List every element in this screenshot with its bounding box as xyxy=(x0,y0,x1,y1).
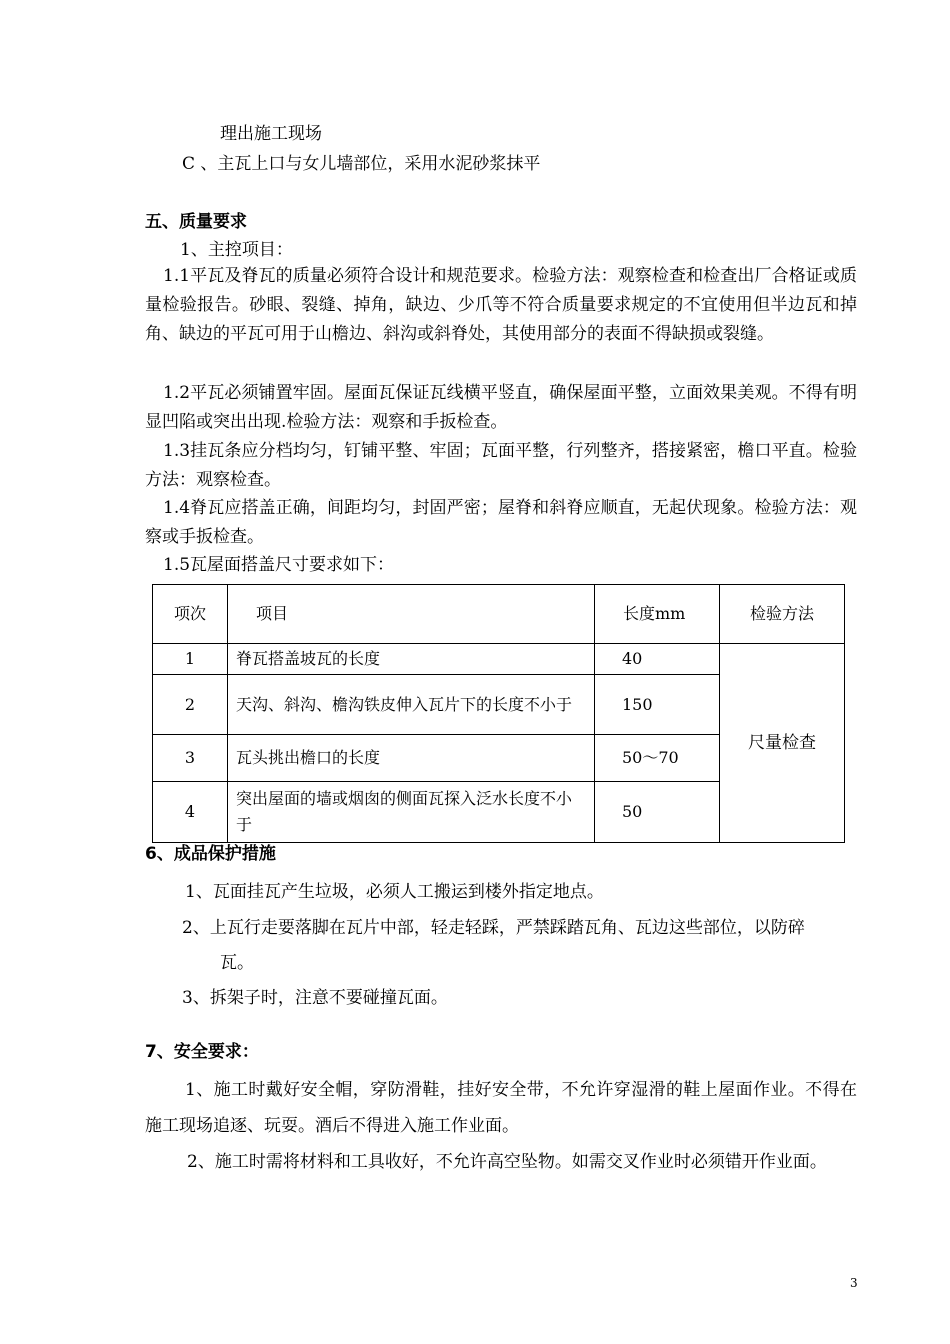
row-length: 40 xyxy=(595,644,720,675)
row-no: 3 xyxy=(153,735,228,782)
paragraph-1-3: 1.3挂瓦条应分档均匀，钉铺平整、牢固；瓦面平整，行列整齐，搭接紧密，檐口平直。检验方法：观察检查。 xyxy=(145,441,857,490)
section-6-item-1: 1、瓦面挂瓦产生垃圾，必须人工搬运到楼外指定地点。 xyxy=(185,882,604,902)
section-5-title: 五、质量要求 xyxy=(145,212,247,232)
section-7-item-2: 2、施工时需将材料和工具收好，不允许高空坠物。如需交叉作业时必须错开作业面。 xyxy=(187,1152,827,1172)
row-item: 突出屋面的墙或烟囱的侧面瓦探入泛水长度不小于 xyxy=(228,782,595,843)
section-6-item-3: 3、拆架子时，注意不要碰撞瓦面。 xyxy=(182,988,448,1008)
paragraph-1-1: 1.1平瓦及脊瓦的质量必须符合设计和规范要求。检验方法：观察检查和检查出厂合格证或质量检验报告。砂眼、裂缝、掉角，缺边、少爪等不符合质量要求规定的不宜使用但半边瓦和掉角、缺边的平瓦可用于山檐边、斜沟或斜脊处，其使用部分的表面不得缺损或裂缝。 xyxy=(145,266,857,344)
intro-line-1: 理出施工现场 xyxy=(220,124,322,144)
row-item: 天沟、斜沟、檐沟铁皮伸入瓦片下的长度不小于 xyxy=(228,675,595,735)
section-7-title: 7、安全要求： xyxy=(145,1042,259,1062)
overlap-size-table xyxy=(152,584,845,843)
row-length: 50～70 xyxy=(595,735,720,782)
section-7-item-1: 1、施工时戴好安全帽，穿防滑鞋，挂好安全带，不允许穿湿滑的鞋上屋面作业。不得在施工现场追逐、玩耍。酒后不得进入施工作业面。 xyxy=(145,1080,857,1136)
paragraph-1-4: 1.4脊瓦应搭盖正确，间距均匀，封固严密；屋脊和斜脊应顺直，无起伏现象。检验方法：观察或手扳检查。 xyxy=(145,498,857,547)
row-item: 脊瓦搭盖坡瓦的长度 xyxy=(228,644,595,675)
section-6-title: 6、成品保护措施 xyxy=(145,844,276,864)
row-item: 瓦头挑出檐口的长度 xyxy=(228,735,595,782)
header-method: 检验方法 xyxy=(720,585,845,644)
row-no: 1 xyxy=(153,644,228,675)
header-length: 长度mm xyxy=(595,585,720,644)
row-length: 150 xyxy=(595,675,720,735)
header-item: 项目 xyxy=(228,585,595,644)
method-cell: 尺量检查 xyxy=(720,644,845,843)
row-length: 50 xyxy=(595,782,720,843)
section-6-item-2: 2、上瓦行走要落脚在瓦片中部，轻走轻踩，严禁踩踏瓦角、瓦边这些部位，以防碎 xyxy=(182,918,805,938)
intro-line-2: C 、主瓦上口与女儿墙部位，采用水泥砂浆抹平 xyxy=(182,154,541,174)
paragraph-1-5: 1.5瓦屋面搭盖尺寸要求如下： xyxy=(163,555,395,575)
row-no: 4 xyxy=(153,782,228,843)
section-6-item-2-cont: 瓦。 xyxy=(220,953,254,973)
header-no: 项次 xyxy=(153,585,228,644)
paragraph-1-2: 1.2平瓦必须铺置牢固。屋面瓦保证瓦线横平竖直，确保屋面平整，立面效果美观。不得有明显凹陷或突出出现.检验方法：观察和手扳检查。 xyxy=(145,383,857,432)
section-5-sub-1: 1、主控项目： xyxy=(180,240,293,260)
page-number: 3 xyxy=(850,1276,858,1290)
table-row xyxy=(153,644,845,675)
table-header-row xyxy=(153,585,845,644)
row-no: 2 xyxy=(153,675,228,735)
